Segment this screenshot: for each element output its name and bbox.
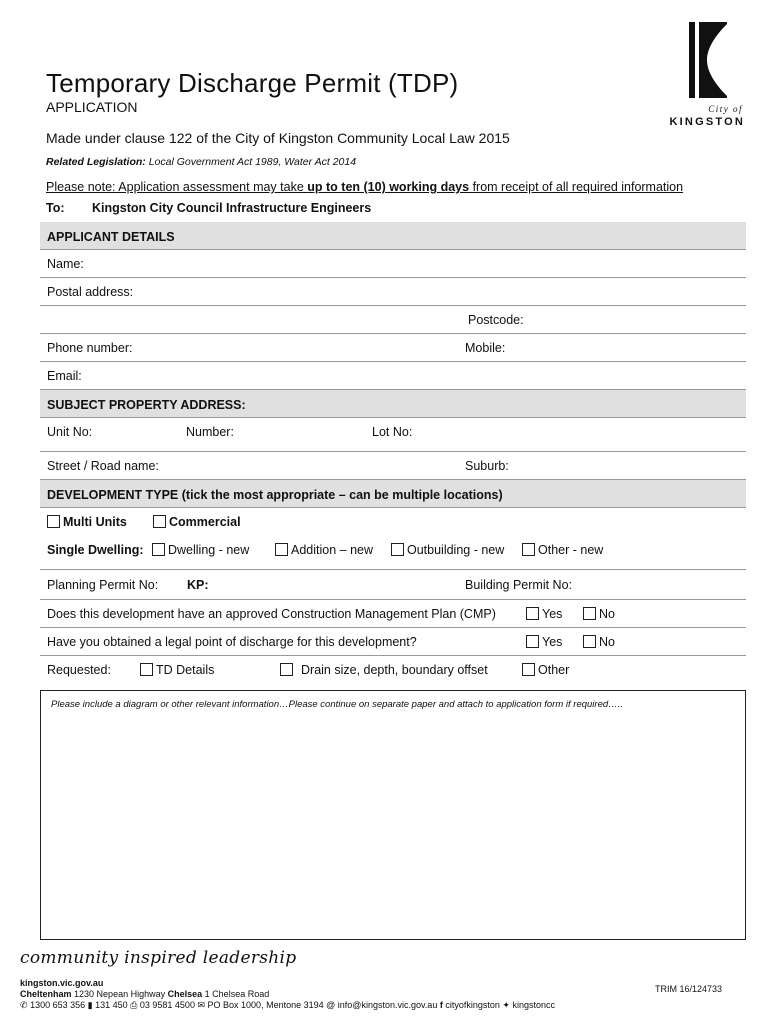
multi-units-option[interactable]: Multi Units (47, 515, 127, 529)
footer-po-box: PO Box 1000, Mentone 3194 (207, 1000, 324, 1010)
note-bold: up to ten (10) working days (307, 180, 470, 194)
outbuilding-new-option[interactable]: Outbuilding - new (391, 543, 504, 557)
trim-number: TRIM 16/124733 (655, 984, 723, 994)
mail-icon: ✉ (197, 1000, 206, 1010)
discharge-no-checkbox[interactable] (583, 635, 596, 648)
related-legislation-text: Local Government Act 1989, Water Act 2014 (148, 156, 357, 168)
cmp-yes-option[interactable]: Yes (526, 607, 562, 621)
suburb-field[interactable]: Suburb: (465, 459, 509, 473)
logo-kingston: KINGSTON (669, 116, 745, 128)
cmp-no-option[interactable]: No (583, 607, 615, 621)
cmp-question: Does this development have an approved Construction Management Plan (CMP) (47, 607, 496, 621)
related-legislation-label: Related Legislation: (46, 156, 146, 168)
other-checkbox[interactable] (522, 663, 535, 676)
footer-slogan: community inspired leadership (20, 948, 297, 968)
discharge-yes-checkbox[interactable] (526, 635, 539, 648)
street-road-name-field[interactable]: Street / Road name: (47, 459, 159, 473)
drain-size-checkbox[interactable] (280, 663, 293, 676)
kp-field[interactable]: KP: (187, 578, 209, 592)
phone-row (40, 334, 746, 362)
phone-icon: ✆ (20, 1000, 28, 1010)
development-type-heading: DEVELOPMENT TYPE (tick the most appropriate – can be multiple locations) (40, 480, 746, 508)
other-new-option[interactable]: Other - new (522, 543, 603, 557)
property-number-row (40, 418, 746, 452)
postal-address-field[interactable]: Postal address: (40, 278, 746, 306)
diagram-area[interactable] (40, 690, 746, 940)
related-legislation (46, 156, 356, 168)
diagram-hint: Please include a diagram or other relevant information…Please continue on separate paper and attach to application form if required….. (51, 699, 623, 710)
footer-fax: 03 9581 4500 (139, 1000, 195, 1010)
cmp-no-checkbox[interactable] (583, 607, 596, 620)
planning-permit-field[interactable]: Planning Permit No: (47, 578, 159, 592)
twitter-icon: ✦ (502, 1000, 510, 1010)
unit-no-field[interactable]: Unit No: (47, 425, 93, 439)
number-field[interactable]: Number: (186, 425, 234, 439)
mobile-field[interactable]: Mobile: (465, 341, 506, 355)
outbuilding-new-checkbox[interactable] (391, 543, 404, 556)
commercial-checkbox[interactable] (153, 515, 166, 528)
other-option[interactable]: Other (522, 663, 569, 677)
footer-addresses: Cheltenham 1230 Nepean Highway Chelsea 1 Chelsea Road (20, 989, 270, 999)
to-label: To: (46, 201, 65, 215)
footer-facebook[interactable]: cityofkingston (445, 1000, 500, 1010)
footer-email[interactable]: info@kingston.vic.gov.au (337, 1000, 438, 1010)
development-options-row (40, 508, 746, 536)
applicant-details-heading: APPLICANT DETAILS (40, 222, 746, 250)
td-details-option[interactable]: TD Details (140, 663, 214, 677)
drain-size-option[interactable]: Drain size, depth, boundary offset (280, 663, 488, 677)
permit-row (40, 570, 746, 600)
other-new-checkbox[interactable] (522, 543, 535, 556)
form-subtitle: APPLICATION (46, 99, 138, 115)
cmp-yes-checkbox[interactable] (526, 607, 539, 620)
kingston-logo-mark-icon (687, 20, 729, 100)
single-dwelling-row (40, 536, 746, 570)
footer-contacts (20, 1000, 555, 1011)
discharge-question: Have you obtained a legal point of discharge for this development? (47, 635, 417, 649)
footer-tty: 131 450 (95, 1000, 128, 1010)
footer-twitter[interactable]: kingstoncc (512, 1000, 555, 1010)
note-pre: Please note: Application assessment may take (46, 180, 308, 194)
name-field[interactable]: Name: (40, 250, 746, 278)
phone-number-field[interactable]: Phone number: (47, 341, 133, 355)
note-post: from receipt of all required information (469, 180, 684, 194)
tty-icon: ▮ (87, 1000, 93, 1010)
footer-website[interactable]: kingston.vic.gov.au (20, 978, 104, 988)
discharge-row (40, 628, 746, 656)
logo-city-of: City of (708, 104, 743, 114)
assessment-note (46, 180, 683, 194)
single-dwelling-label: Single Dwelling: (47, 543, 144, 557)
td-details-checkbox[interactable] (140, 663, 153, 676)
made-under-text: Made under clause 122 of the City of Kingston Community Local Law 2015 (46, 130, 510, 146)
footer-phone: 1300 653 356 (30, 1000, 86, 1010)
facebook-icon: f (439, 1000, 443, 1010)
building-permit-field[interactable]: Building Permit No: (465, 578, 572, 592)
addition-new-checkbox[interactable] (275, 543, 288, 556)
cmp-row (40, 600, 746, 628)
street-row (40, 452, 746, 480)
subject-property-heading: SUBJECT PROPERTY ADDRESS: (40, 390, 746, 418)
requested-label: Requested: (47, 663, 111, 677)
to-value: Kingston City Council Infrastructure Engineers (92, 201, 372, 215)
discharge-no-option[interactable]: No (583, 635, 615, 649)
form-title: Temporary Discharge Permit (TDP) (46, 68, 459, 98)
addition-new-option[interactable]: Addition – new (275, 543, 373, 557)
dwelling-new-checkbox[interactable] (152, 543, 165, 556)
fax-icon: ⎙ (130, 1000, 138, 1010)
dwelling-new-option[interactable]: Dwelling - new (152, 543, 249, 557)
email-icon: @ (326, 1000, 336, 1010)
kingston-logo (669, 20, 745, 132)
discharge-yes-option[interactable]: Yes (526, 635, 562, 649)
multi-units-checkbox[interactable] (47, 515, 60, 528)
requested-row (40, 656, 746, 684)
email-field[interactable]: Email: (40, 362, 746, 390)
lot-no-field[interactable]: Lot No: (372, 425, 413, 439)
commercial-option[interactable]: Commercial (153, 515, 241, 529)
postcode-field[interactable]: Postcode: (40, 306, 746, 334)
